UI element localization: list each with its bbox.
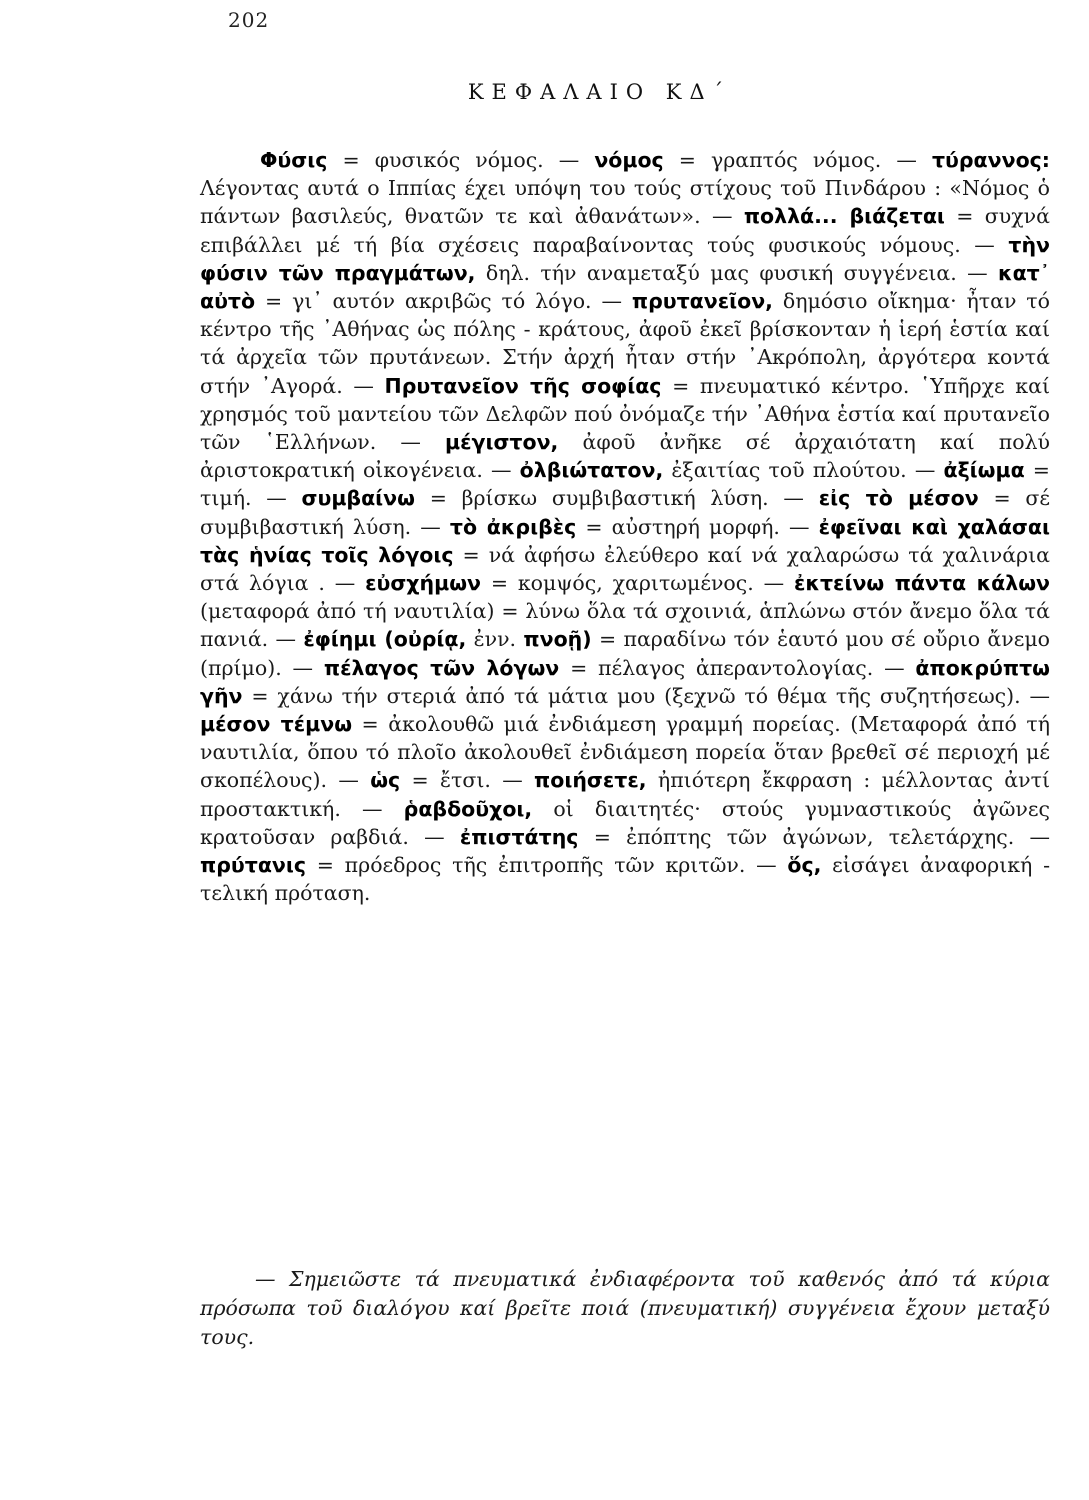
glossary-definition: = πρόεδρος τῆς ἐπιτροπῆς τῶν κριτῶν. — <box>306 853 788 878</box>
glossary-definition: = χάνω τήν στεριά ἀπό τά μάτια μου (ξεχνῶ τό θέμα τῆς συζητήσεως). — <box>242 683 1050 708</box>
glossary-term: τὸ ἀκριβὲς <box>449 514 577 539</box>
glossary-definition: = ἔτσι. — <box>400 768 535 793</box>
glossary-definition: = συχνά επιβάλλει μέ τή βία σχέσεις παραβαίνοντας τούς φυσικούς νόμους. — <box>200 204 1050 257</box>
glossary-term: πέλαγος τῶν λόγων <box>323 655 560 680</box>
glossary-term: ἀξίωμα <box>943 458 1025 483</box>
glossary-term: κατ᾿ αὐτὸ <box>200 260 1050 314</box>
glossary-term: πολλά... βιάζεται <box>743 204 945 229</box>
glossary-definition: = αὐστηρή μορφή. — <box>576 514 819 539</box>
glossary-term: πνοῇ) <box>523 627 592 652</box>
glossary-definition: = πνευματικό κέντρο. ῾Υπῆρχε καί χρησμός τοῦ μαντείου τῶν Δελφῶν πού ὀνόμαζε τήν ᾿Αθήνα ἑστία καί πρυτανεῖο τῶν ῾Ελλήνων. — <box>200 373 1050 455</box>
glossary-term: ἐπιστάτης <box>459 824 579 849</box>
glossary-term: ὅς, <box>787 853 822 878</box>
glossary-term: ποιήσετε, <box>534 768 647 793</box>
glossary-term: ὡς <box>370 768 401 793</box>
glossary-definition: = γραπτός νόμος. — <box>663 148 932 172</box>
glossary-definition: = σέ συμβιβαστική λύση. — <box>200 486 1050 539</box>
glossary-term: πρύτανις <box>200 853 307 878</box>
glossary-term: ἐφίημι (οὐρίᾳ, <box>303 627 467 652</box>
glossary-term: Πρυτανεῖον τῆς σοφίας <box>384 373 662 398</box>
glossary-term: τύραννος: <box>931 148 1050 172</box>
glossary-definition: = ἀκολουθῶ μιά ἐνδιάμεση γραμμή πορείας. (Μεταφορά ἀπό τή ναυτιλία, ὅπου τό πλοῖο ἀκολουθεῖ ἐνδιάμεση πορεία ὅταν βρεθεῖ σέ περιοχή μέ σκοπέλους). — <box>200 712 1050 793</box>
glossary-term: νόμος <box>594 148 664 172</box>
glossary-term: συμβαίνω <box>301 486 415 511</box>
glossary-term: εὐσχήμων <box>365 571 481 596</box>
glossary-term: πρυτανεῖον, <box>631 289 773 314</box>
glossary-term: τὴν φύσιν τῶν πραγμάτων, <box>200 232 1050 285</box>
glossary-term: ἀποκρύπτω γῆν <box>200 655 1050 708</box>
glossary-definition: = παραδίνω τόν ἑαυτό μου σέ οὔριο ἄνεμο (πρίμο). — <box>200 627 1050 680</box>
glossary-definition: = βρίσκω συμβιβαστική λύση. — <box>414 486 819 511</box>
glossary-definition: εἰσάγει ἀναφορική - τελική πρόταση. <box>200 853 1050 906</box>
glossary-term: ἐκτείνω πάντα κάλων <box>793 571 1051 596</box>
glossary-definition: ἐξαιτίας τοῦ πλούτου. — <box>663 458 944 483</box>
glossary-definition: ἠπιότερη ἔκφραση : μέλλοντας ἀντί προστακτική. — <box>200 768 1050 821</box>
glossary-term: μέσον τέμνω <box>200 712 353 737</box>
glossary-definition: = ἐπόπτης τῶν ἀγώνων, τελετάρχης. — <box>578 824 1050 849</box>
glossary-term: ὀλβιώτατον, <box>519 458 664 483</box>
glossary-definition: = πέλαγος ἀπεραντολογίας. — <box>559 655 916 680</box>
glossary-definition: = φυσικός νόμος. — <box>327 148 595 172</box>
chapter-title: ΚΕΦΑΛΑΙΟ ΚΔ΄ <box>467 80 732 104</box>
glossary-definition: = τιμή. — <box>200 458 1050 511</box>
glossary-definition: (μεταφορά ἀπό τή ναυτιλία) = λύνω ὅλα τά σχοινιά, ἁπλώνω στόν ἄνεμο ὅλα τά πανιά. — <box>200 599 1050 652</box>
glossary-definition: δημόσιο οἴκημα· ἦταν τό κέντρο τῆς ᾿Αθήνας ὡς πόλης - κράτους, ἀφοῦ ἐκεῖ βρίσκονταν ἡ ἱερή ἑστία καί τά ἀρχεῖα τῶν πρυτάνεων. Στήν ἀρχή ἦταν στήν ᾿Ακρόπολη, ἀργότερα κοντά στήν ᾿Αγορά. — <box>200 289 1050 398</box>
glossary-term: ἐφεῖναι καὶ χαλάσαι τὰς ἡνίας τοῖς λόγοις <box>200 514 1050 567</box>
glossary-term: εἰς τὸ μέσον <box>818 486 979 511</box>
glossary-definition: οἱ διαιτητές· στούς γυμναστικούς ἀγῶνες κρατοῦσαν ραβδιά. — <box>200 796 1050 849</box>
glossary-term: μέγιστον, <box>445 430 559 455</box>
glossary-definition: δηλ. τήν αναμεταξύ μας φυσική συγγένεια. — <box>475 260 999 285</box>
glossary-definition: = νά ἀφήσω ἐλεύθερο καί νά χαλαρώσω τά χαλινάρια στά λόγια . — <box>200 542 1050 596</box>
exercise-note: — Σημειῶστε τά πνευματικά ἐνδιαφέροντα τοῦ καθενός ἀπό τά κύρια πρόσωπα τοῦ διαλόγου καί βρεῖτε ποιά (πνευματική) συγγένεια ἔχουν μεταξύ τους. <box>200 1267 1050 1349</box>
glossary-definition: = γι᾿ αυτόν ακριβῶς τό λόγο. — <box>255 289 632 314</box>
glossary-definition: ἀφοῦ ἀνῆκε σέ ἀρχαιότατη καί πολύ ἀριστοκρατική οἰκογένεια. — <box>200 430 1050 483</box>
glossary-term: ῥαβδοῦχοι, <box>403 796 533 821</box>
glossary-definition: ἐνν. <box>466 627 524 652</box>
page-number: 202 <box>228 8 270 32</box>
glossary-definition: = κομψός, χαριτωμένος. — <box>480 571 794 596</box>
glossary-paragraph <box>200 146 1050 907</box>
glossary-term: Φύσις <box>260 148 328 172</box>
glossary-definition: Λέγοντας αυτά ο Ιππίας έχει υπόψη του τούς στίχους τοῦ Πινδάρου : «Νόμος ὁ πάντων βασιλεύς, θνατῶν τε καὶ ἀθανάτων». — <box>200 176 1050 229</box>
